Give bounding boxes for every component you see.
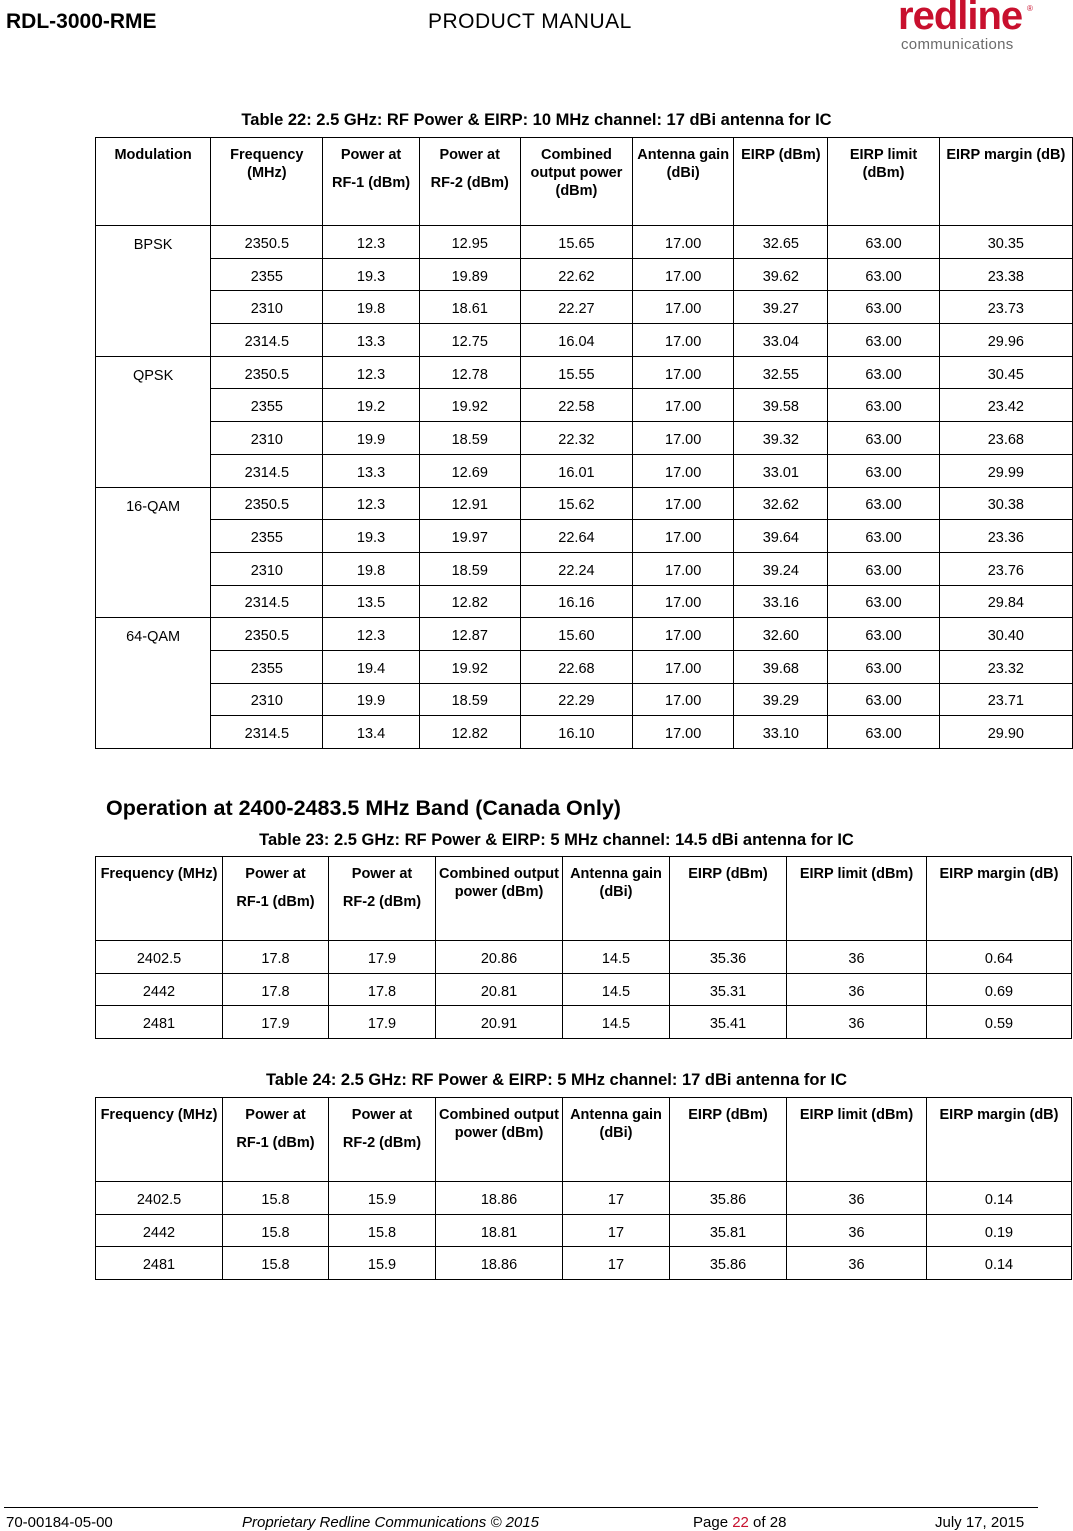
table-cell: 36: [787, 1006, 927, 1039]
table-cell: 13.5: [323, 585, 419, 618]
page-current: 22: [732, 1514, 749, 1531]
page-label: Page: [693, 1514, 733, 1531]
col-eirp: EIRP (dBm): [670, 857, 787, 941]
table-cell: 33.10: [734, 716, 828, 749]
table-cell: 36: [787, 973, 927, 1006]
table-cell: 23.32: [939, 650, 1072, 683]
table-cell: 35.31: [670, 973, 787, 1006]
table-row: [96, 356, 1073, 389]
col-power-rf1-line2: RF-1 (dBm): [236, 894, 315, 910]
table-cell: 18.59: [419, 683, 520, 716]
table24-header-row: [96, 1098, 1072, 1182]
footer-page-number: [693, 1514, 786, 1531]
table24: [95, 1097, 1072, 1280]
footer-doc-number: 70-00184-05-00: [6, 1514, 113, 1531]
table-cell: 13.4: [323, 716, 419, 749]
table-cell: 12.82: [419, 585, 520, 618]
table-row: [96, 1182, 1072, 1215]
table-row: [96, 258, 1073, 291]
table-cell: 19.4: [323, 650, 419, 683]
table-cell: 2481: [96, 1006, 223, 1039]
table-row: [96, 520, 1073, 553]
table-cell: 22.68: [520, 650, 632, 683]
table-cell: 39.27: [734, 291, 828, 324]
table-cell: 14.5: [563, 1006, 670, 1039]
table-cell: 2402.5: [96, 941, 223, 974]
table-cell: 2355: [211, 258, 323, 291]
table-cell: 12.91: [419, 487, 520, 520]
col-frequency: Frequency (MHz): [96, 1098, 223, 1182]
table-cell: 0.69: [927, 973, 1072, 1006]
table-cell: 20.86: [436, 941, 563, 974]
modulation-cell: 16-QAM: [96, 487, 211, 618]
table23: [95, 856, 1072, 1039]
table-cell: 63.00: [828, 520, 939, 553]
table-cell: 2481: [96, 1247, 223, 1280]
table-cell: 63.00: [828, 683, 939, 716]
table-cell: 0.59: [927, 1006, 1072, 1039]
table-cell: 15.8: [223, 1214, 329, 1247]
table-cell: 63.00: [828, 356, 939, 389]
col-power-rf2-line1: Power at: [351, 1107, 413, 1123]
table-cell: 17.8: [223, 941, 329, 974]
table-cell: 39.62: [734, 258, 828, 291]
table-cell: 2355: [211, 389, 323, 422]
table-cell: 19.97: [419, 520, 520, 553]
table-row: [96, 585, 1073, 618]
table-cell: 15.65: [520, 226, 632, 259]
table-cell: 15.62: [520, 487, 632, 520]
table-row: [96, 422, 1073, 455]
table-cell: 36: [787, 1247, 927, 1280]
table-cell: 2355: [211, 650, 323, 683]
table-cell: 16.01: [520, 454, 632, 487]
table-cell: 63.00: [828, 226, 939, 259]
table-row: [96, 973, 1072, 1006]
table-cell: 15.60: [520, 618, 632, 651]
table-cell: 2310: [211, 291, 323, 324]
document-id: RDL-3000-RME: [6, 10, 157, 33]
table-cell: 19.8: [323, 291, 419, 324]
table-cell: 2402.5: [96, 1182, 223, 1215]
table-cell: 18.61: [419, 291, 520, 324]
table-cell: 15.9: [329, 1182, 436, 1215]
table-cell: 15.8: [223, 1247, 329, 1280]
modulation-cell: BPSK: [96, 226, 211, 357]
table-row: [96, 487, 1073, 520]
table-cell: 19.8: [323, 552, 419, 585]
table-cell: 32.60: [734, 618, 828, 651]
table-cell: 0.64: [927, 941, 1072, 974]
table-cell: 29.96: [939, 324, 1072, 357]
logo-wordmark: redline: [898, 0, 1023, 38]
table-cell: 16.16: [520, 585, 632, 618]
table-cell: 2350.5: [211, 618, 323, 651]
table-row: [96, 389, 1073, 422]
modulation-cell: QPSK: [96, 356, 211, 487]
table-cell: 12.69: [419, 454, 520, 487]
col-eirp: EIRP (dBm): [670, 1098, 787, 1182]
table-cell: 17.00: [633, 585, 734, 618]
table-cell: 23.38: [939, 258, 1072, 291]
table-cell: 17.00: [633, 683, 734, 716]
table-cell: 35.41: [670, 1006, 787, 1039]
table-cell: 17.00: [633, 324, 734, 357]
table-cell: 63.00: [828, 454, 939, 487]
table-cell: 63.00: [828, 716, 939, 749]
col-frequency: Frequency (MHz): [96, 857, 223, 941]
table-cell: 14.5: [563, 973, 670, 1006]
table-cell: 17.00: [633, 618, 734, 651]
table-cell: 13.3: [323, 454, 419, 487]
table-cell: 63.00: [828, 291, 939, 324]
col-eirp-limit: EIRP limit (dBm): [828, 138, 939, 226]
table-cell: 30.40: [939, 618, 1072, 651]
table-cell: 20.91: [436, 1006, 563, 1039]
table-cell: 39.68: [734, 650, 828, 683]
table-cell: 15.9: [329, 1247, 436, 1280]
table-cell: 39.24: [734, 552, 828, 585]
col-antenna-gain: Antenna gain (dBi): [563, 857, 670, 941]
table-cell: 17.9: [329, 1006, 436, 1039]
table-cell: 23.71: [939, 683, 1072, 716]
redline-logo: [898, 0, 1038, 56]
table-row: [96, 324, 1073, 357]
table-cell: 19.2: [323, 389, 419, 422]
table-cell: 16.04: [520, 324, 632, 357]
table-cell: 12.78: [419, 356, 520, 389]
table-cell: 36: [787, 1214, 927, 1247]
table-cell: 30.45: [939, 356, 1072, 389]
table-cell: 23.76: [939, 552, 1072, 585]
col-power-rf1-line1: Power at: [245, 1107, 306, 1123]
table-cell: 17: [563, 1214, 670, 1247]
table-cell: 12.3: [323, 618, 419, 651]
col-power-rf2: [419, 138, 520, 226]
table-cell: 63.00: [828, 258, 939, 291]
table-cell: 32.65: [734, 226, 828, 259]
table-cell: 15.8: [329, 1214, 436, 1247]
table-cell: 17.00: [633, 422, 734, 455]
table-cell: 12.75: [419, 324, 520, 357]
table-cell: 2442: [96, 1214, 223, 1247]
table-cell: 12.3: [323, 356, 419, 389]
table-cell: 20.81: [436, 973, 563, 1006]
table-cell: 32.62: [734, 487, 828, 520]
table-row: [96, 1214, 1072, 1247]
footer-divider: [4, 1507, 1038, 1508]
section-title: Operation at 2400-2483.5 MHz Band (Canada Only): [106, 796, 621, 820]
table-cell: 18.86: [436, 1247, 563, 1280]
table-cell: 17.00: [633, 650, 734, 683]
table-cell: 17.9: [223, 1006, 329, 1039]
table-cell: 2442: [96, 973, 223, 1006]
table-cell: 22.58: [520, 389, 632, 422]
table-row: [96, 650, 1073, 683]
table-cell: 35.36: [670, 941, 787, 974]
table-cell: 39.64: [734, 520, 828, 553]
col-power-rf1-line1: Power at: [340, 147, 402, 163]
table-cell: 23.73: [939, 291, 1072, 324]
col-power-rf1: [223, 857, 329, 941]
table-cell: 17: [563, 1247, 670, 1280]
table-cell: 22.24: [520, 552, 632, 585]
table-cell: 39.32: [734, 422, 828, 455]
table-cell: 17.00: [633, 389, 734, 422]
table-cell: 15.8: [223, 1182, 329, 1215]
table-cell: 17.00: [633, 552, 734, 585]
table-cell: 2314.5: [211, 585, 323, 618]
table-cell: 2310: [211, 422, 323, 455]
col-combined-power: Combined output power (dBm): [436, 857, 563, 941]
col-eirp-limit: EIRP limit (dBm): [787, 1098, 927, 1182]
col-antenna-gain: Antenna gain (dBi): [633, 138, 734, 226]
table22: [95, 137, 1073, 749]
table-cell: 35.86: [670, 1182, 787, 1215]
table-cell: 63.00: [828, 585, 939, 618]
col-power-rf2-line2: RF-2 (dBm): [342, 894, 422, 910]
table-cell: 2310: [211, 552, 323, 585]
table22-caption: Table 22: 2.5 GHz: RF Power & EIRP: 10 MHz channel: 17 dBi antenna for IC: [241, 111, 832, 129]
table-cell: 36: [787, 1182, 927, 1215]
table-cell: 0.19: [927, 1214, 1072, 1247]
table-cell: 2355: [211, 520, 323, 553]
col-power-rf1-line1: Power at: [245, 866, 306, 882]
table-cell: 29.99: [939, 454, 1072, 487]
col-power-rf1: [223, 1098, 329, 1182]
table-cell: 33.04: [734, 324, 828, 357]
table-cell: 33.01: [734, 454, 828, 487]
table-cell: 30.38: [939, 487, 1072, 520]
table-row: [96, 716, 1073, 749]
footer-copyright: Proprietary Redline Communications © 2015: [242, 1514, 540, 1531]
table-cell: 19.92: [419, 650, 520, 683]
table-cell: 17.00: [633, 716, 734, 749]
table-cell: 22.64: [520, 520, 632, 553]
table-cell: 19.3: [323, 520, 419, 553]
table-row: [96, 454, 1073, 487]
table-cell: 17.00: [633, 291, 734, 324]
table-cell: 17.8: [329, 973, 436, 1006]
table22-header-row: [96, 138, 1073, 226]
table-cell: 18.59: [419, 552, 520, 585]
table-cell: 17.00: [633, 258, 734, 291]
table-cell: 2310: [211, 683, 323, 716]
table-cell: 19.92: [419, 389, 520, 422]
footer-date: July 17, 2015: [935, 1514, 1025, 1531]
table-cell: 22.27: [520, 291, 632, 324]
table23-caption: Table 23: 2.5 GHz: RF Power & EIRP: 5 MHz channel: 14.5 dBi antenna for IC: [259, 831, 854, 849]
table-cell: 2350.5: [211, 356, 323, 389]
col-power-rf1-line2: RF-1 (dBm): [331, 175, 411, 191]
col-combined-power: Combined output power (dBm): [520, 138, 632, 226]
table-cell: 33.16: [734, 585, 828, 618]
table-cell: 39.58: [734, 389, 828, 422]
table-cell: 22.32: [520, 422, 632, 455]
table-cell: 2314.5: [211, 454, 323, 487]
col-power-rf2-line2: RF-2 (dBm): [430, 175, 509, 191]
col-eirp-margin: EIRP margin (dB): [939, 138, 1072, 226]
table-cell: 23.36: [939, 520, 1072, 553]
col-power-rf2-line2: RF-2 (dBm): [342, 1135, 422, 1151]
document-type: PRODUCT MANUAL: [428, 10, 632, 33]
table-cell: 14.5: [563, 941, 670, 974]
table-cell: 17.00: [633, 226, 734, 259]
page-total: of 28: [748, 1514, 787, 1531]
table-cell: 0.14: [927, 1247, 1072, 1280]
table-cell: 18.86: [436, 1182, 563, 1215]
table-cell: 12.95: [419, 226, 520, 259]
col-power-rf2: [329, 1098, 436, 1182]
table-row: [96, 552, 1073, 585]
table-cell: 17.00: [633, 487, 734, 520]
table-cell: 17.00: [633, 356, 734, 389]
table-cell: 23.68: [939, 422, 1072, 455]
table-cell: 35.86: [670, 1247, 787, 1280]
table-cell: 39.29: [734, 683, 828, 716]
modulation-cell: 64-QAM: [96, 618, 211, 749]
table-row: [96, 941, 1072, 974]
col-power-rf2-line1: Power at: [439, 147, 500, 163]
table-row: [96, 683, 1073, 716]
col-eirp-margin: EIRP margin (dB): [927, 1098, 1072, 1182]
col-frequency: Frequency (MHz): [211, 138, 323, 226]
table-cell: 18.81: [436, 1214, 563, 1247]
logo-registered-mark: ®: [1027, 4, 1033, 13]
table-cell: 22.62: [520, 258, 632, 291]
table-row: [96, 1006, 1072, 1039]
col-eirp-margin: EIRP margin (dB): [927, 857, 1072, 941]
logo-subtitle: communications: [901, 36, 1014, 53]
table23-header-row: [96, 857, 1072, 941]
table-cell: 63.00: [828, 487, 939, 520]
table-cell: 2314.5: [211, 716, 323, 749]
table-cell: 15.55: [520, 356, 632, 389]
col-antenna-gain: Antenna gain (dBi): [563, 1098, 670, 1182]
table-cell: 17.9: [329, 941, 436, 974]
table-cell: 19.9: [323, 683, 419, 716]
col-eirp-limit: EIRP limit (dBm): [787, 857, 927, 941]
table-cell: 63.00: [828, 422, 939, 455]
table-cell: 12.82: [419, 716, 520, 749]
table-cell: 32.55: [734, 356, 828, 389]
table-cell: 17: [563, 1182, 670, 1215]
table-cell: 17.8: [223, 973, 329, 1006]
col-combined-power: Combined output power (dBm): [436, 1098, 563, 1182]
table-cell: 36: [787, 941, 927, 974]
col-modulation: Modulation: [96, 138, 211, 226]
table-cell: 12.3: [323, 226, 419, 259]
table-cell: 22.29: [520, 683, 632, 716]
table-cell: 23.42: [939, 389, 1072, 422]
table-cell: 12.87: [419, 618, 520, 651]
table-cell: 12.3: [323, 487, 419, 520]
table-cell: 29.90: [939, 716, 1072, 749]
table-cell: 29.84: [939, 585, 1072, 618]
table-cell: 18.59: [419, 422, 520, 455]
table24-caption: Table 24: 2.5 GHz: RF Power & EIRP: 5 MHz channel: 17 dBi antenna for IC: [266, 1071, 847, 1089]
table-row: [96, 226, 1073, 259]
table-cell: 35.81: [670, 1214, 787, 1247]
col-power-rf2: [329, 857, 436, 941]
table-cell: 63.00: [828, 324, 939, 357]
table-cell: 63.00: [828, 389, 939, 422]
table-cell: 0.14: [927, 1182, 1072, 1215]
col-power-rf2-line1: Power at: [351, 866, 413, 882]
table-cell: 63.00: [828, 618, 939, 651]
table-cell: 19.3: [323, 258, 419, 291]
table-cell: 2314.5: [211, 324, 323, 357]
table-cell: 63.00: [828, 552, 939, 585]
table-cell: 17.00: [633, 520, 734, 553]
col-eirp: EIRP (dBm): [734, 138, 828, 226]
table-cell: 19.9: [323, 422, 419, 455]
table-cell: 19.89: [419, 258, 520, 291]
table-cell: 30.35: [939, 226, 1072, 259]
table-row: [96, 291, 1073, 324]
table-row: [96, 618, 1073, 651]
table-cell: 2350.5: [211, 226, 323, 259]
table-cell: 63.00: [828, 650, 939, 683]
table-cell: 16.10: [520, 716, 632, 749]
col-power-rf1-line2: RF-1 (dBm): [236, 1135, 315, 1151]
col-power-rf1: [323, 138, 419, 226]
table-cell: 17.00: [633, 454, 734, 487]
table-cell: 2350.5: [211, 487, 323, 520]
table-row: [96, 1247, 1072, 1280]
table-cell: 13.3: [323, 324, 419, 357]
